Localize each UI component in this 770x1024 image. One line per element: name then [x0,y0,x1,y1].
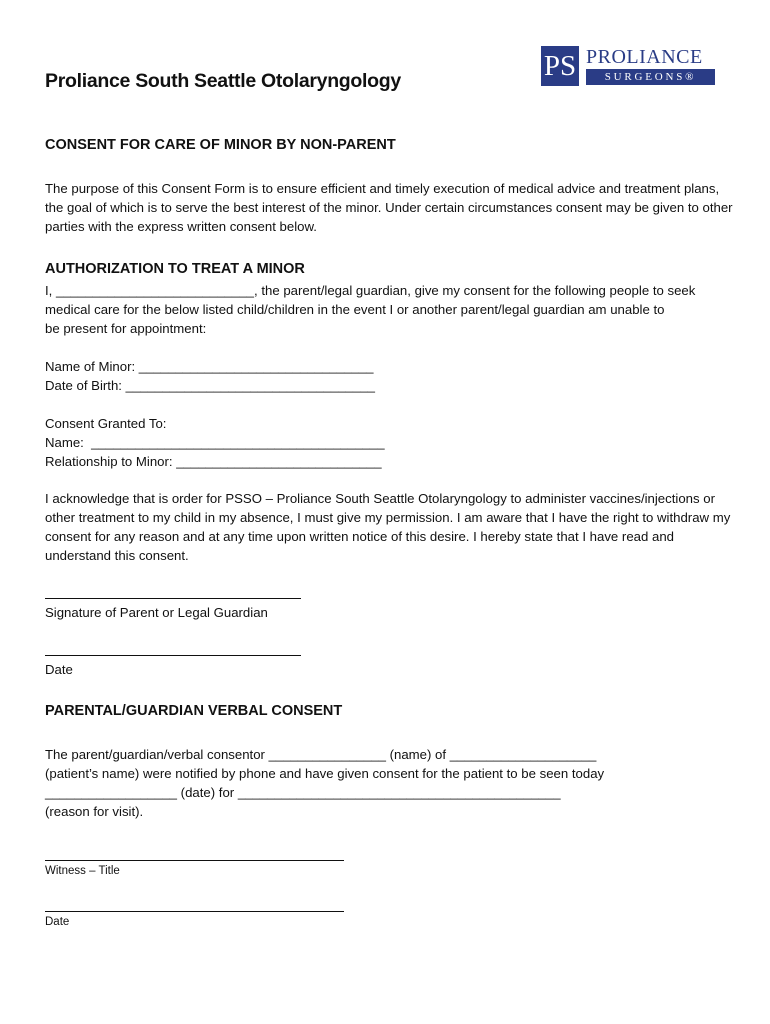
acknowledgment-paragraph: I acknowledge that is order for PSSO – Proliance South Seattle Otolaryngology to administer vaccines/injections or other treatment to my child in my absence, I must give my permission. I am aware that I have the right to withdraw my consent for any reason and at any time upon written notice of this desire. I hereby state that I have read and understand this consent. [45,491,731,563]
witness-date-label: Date [45,916,70,928]
authorization-line-1: I, ___________________________, the parent/legal guardian, give my consent for the following people to seek [45,283,696,298]
verbal-line-2: (patient’s name) were notified by phone and have given consent for the patient to be seen today [45,766,605,781]
date-line [45,655,301,656]
authorization-heading: AUTHORIZATION TO TREAT A MINOR [45,261,305,277]
authorization-line-3: be present for appointment: [45,321,207,336]
organization-title: Proliance South Seattle Otolaryngology [45,70,401,92]
verbal-consent-heading: PARENTAL/GUARDIAN VERBAL CONSENT [45,703,343,719]
relationship-field: Relationship to Minor: ____________________________ [45,454,382,469]
proliance-surgeons-logo [541,46,717,88]
consent-granted-label: Consent Granted To: [45,416,167,431]
witness-line [45,860,344,861]
verbal-line-1: The parent/guardian/verbal consentor ________________ (name) of ____________________ [45,747,597,762]
witness-date-line [45,911,344,912]
signature-line [45,598,301,599]
date-of-birth-field: Date of Birth: __________________________________ [45,378,375,393]
date-label: Date [45,662,73,677]
verbal-line-4: (reason for visit). [45,804,144,819]
purpose-paragraph: The purpose of this Consent Form is to ensure efficient and timely execution of medical advice and treatment plans, the goal of which is to serve the best interest of the minor. Under certain circumstances consent may be given to other parties with the express written consent below. [45,181,733,234]
authorization-line-2: medical care for the below listed child/children in the event I or another parent/legal guardian am unable to [45,302,665,317]
logo-brand-bottom: SURGEONS® [586,69,715,85]
form-title: CONSENT FOR CARE OF MINOR BY NON-PARENT [45,137,396,153]
grantee-name-field: Name: ________________________________________ [45,435,385,450]
signature-label: Signature of Parent or Legal Guardian [45,605,268,620]
logo-monogram: PS [541,46,579,86]
witness-label: Witness – Title [45,865,120,877]
verbal-line-3: __________________ (date) for ____________________________________________ [45,785,561,800]
logo-brand-top: PROLIANCE [586,46,703,68]
name-of-minor-field: Name of Minor: ________________________________ [45,359,374,374]
